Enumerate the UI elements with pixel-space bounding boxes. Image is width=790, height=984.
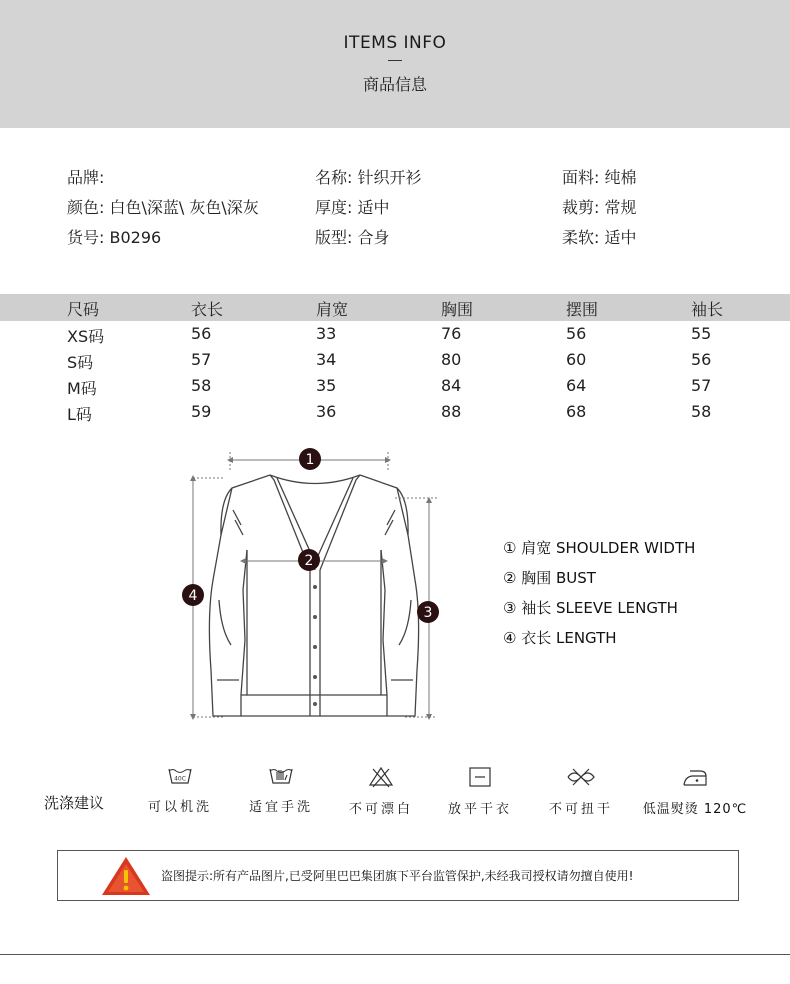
table-cell: S码 [67, 353, 94, 372]
svg-text:1: 1 [305, 452, 315, 468]
info-cell-fit [315, 225, 390, 248]
care-item-no-wring [526, 762, 636, 817]
care-title: 洗涤建议 [44, 794, 105, 812]
table-cell: 68 [566, 402, 587, 421]
info-cell-brand [67, 165, 104, 188]
care-label: 放平干衣 [447, 802, 512, 817]
notice-text: 盗图提示:所有产品图片,已受阿里巴巴集团旗下平台监管保护,未经我司授权请勿擅自使用! [161, 869, 634, 883]
info-label: 货号: [67, 228, 105, 247]
bottom-divider [0, 954, 790, 955]
legend-bust: ② 胸围 BUST [503, 569, 596, 587]
hand-wash-icon [268, 766, 294, 786]
copyright-notice [57, 850, 739, 901]
measurement-legend [503, 537, 695, 657]
info-label: 裁剪: [562, 198, 600, 217]
table-cell: 58 [691, 402, 712, 421]
cardigan-illustration [175, 440, 455, 730]
size-table-header [0, 294, 790, 321]
header-banner [0, 0, 790, 128]
info-value: 针织开衫 [357, 168, 422, 187]
table-cell: 80 [441, 350, 462, 369]
info-cell-name [315, 165, 422, 188]
table-row [0, 347, 790, 373]
table-cell: 36 [316, 402, 337, 421]
info-label: 品牌: [67, 168, 105, 187]
care-item-dry-flat [425, 762, 535, 817]
table-cell: 60 [566, 350, 587, 369]
title-divider [388, 60, 402, 61]
info-cell-sku [67, 225, 161, 248]
warning-icon [100, 855, 152, 897]
measure-marker-4 [182, 584, 204, 606]
info-value: 常规 [604, 198, 637, 217]
cardigan-measurement-diagram [175, 440, 455, 730]
table-row [0, 321, 790, 347]
info-label: 颜色: [67, 198, 105, 217]
svg-text:2: 2 [304, 553, 314, 569]
table-cell: L码 [67, 405, 92, 424]
info-cell-cut [562, 195, 637, 218]
no-bleach-icon [368, 766, 394, 788]
table-cell: 88 [441, 402, 462, 421]
table-cell: 64 [566, 376, 587, 395]
info-value: 合身 [357, 228, 390, 247]
svg-text:4: 4 [188, 588, 198, 604]
info-cell-fabric [562, 165, 637, 188]
info-label: 版型: [315, 228, 353, 247]
table-cell: 33 [316, 324, 337, 343]
care-label: 低温熨烫 120℃ [642, 802, 748, 817]
svg-text:3: 3 [423, 605, 433, 621]
table-cell: 56 [566, 324, 587, 343]
table-cell: 58 [191, 376, 212, 395]
info-value: B0296 [109, 228, 162, 247]
table-header-cell: 衣长 [191, 300, 224, 319]
measure-marker-1 [299, 448, 321, 470]
table-cell: 34 [316, 350, 337, 369]
legend-sleeve: ③ 袖长 SLEEVE LENGTH [503, 599, 678, 617]
care-item-hand-wash [226, 762, 336, 815]
care-label: 可以机洗 [147, 800, 212, 815]
table-header-cell: 袖长 [691, 300, 724, 319]
iron-low-icon [681, 766, 709, 788]
table-row [0, 399, 790, 425]
info-value: 纯棉 [604, 168, 637, 187]
table-header-cell: 胸围 [441, 300, 474, 319]
measure-marker-3 [417, 601, 439, 623]
care-item-machine-wash [125, 762, 235, 815]
care-label: 适宜手洗 [248, 800, 313, 815]
table-cell: 84 [441, 376, 462, 395]
info-cell-color [67, 195, 259, 218]
info-value: 适中 [357, 198, 390, 217]
table-cell: 56 [191, 324, 212, 343]
care-label: 不可扭干 [548, 802, 613, 817]
info-label: 厚度: [315, 198, 353, 217]
table-header-cell: 肩宽 [316, 300, 349, 319]
table-cell: XS码 [67, 327, 105, 346]
info-value: 白色\深蓝\ 灰色\深灰 [109, 198, 259, 217]
legend-length: ④ 衣长 LENGTH [503, 629, 617, 647]
table-header-cell: 摆围 [566, 300, 599, 319]
legend-shoulder: ① 肩宽 SHOULDER WIDTH [503, 539, 696, 557]
info-row [0, 195, 790, 225]
table-cell: 57 [691, 376, 712, 395]
table-cell: 57 [191, 350, 212, 369]
table-row [0, 373, 790, 399]
table-cell: 76 [441, 324, 462, 343]
table-header-cell: 尺码 [67, 300, 100, 319]
table-cell: 55 [691, 324, 712, 343]
care-instructions [0, 762, 790, 822]
care-label: 不可漂白 [348, 802, 413, 817]
info-label: 名称: [315, 168, 353, 187]
no-wring-icon [564, 766, 598, 788]
table-cell: 56 [691, 350, 712, 369]
info-label: 柔软: [562, 228, 600, 247]
info-value: 适中 [604, 228, 637, 247]
info-row [0, 165, 790, 195]
care-item-no-bleach [326, 762, 436, 817]
title-en: ITEMS INFO [343, 33, 447, 53]
measure-marker-2 [298, 549, 320, 571]
table-cell: M码 [67, 379, 97, 398]
info-cell-thickness [315, 195, 390, 218]
dry-flat-icon [468, 766, 492, 788]
table-cell: 35 [316, 376, 337, 395]
info-cell-softness [562, 225, 637, 248]
info-label: 面料: [562, 168, 600, 187]
svg-text:40C: 40C [174, 775, 186, 783]
table-cell: 59 [191, 402, 212, 421]
title-cn: 商品信息 [362, 75, 427, 94]
machine-wash-icon [167, 766, 193, 786]
care-item-iron-low [640, 762, 750, 817]
info-row [0, 225, 790, 255]
